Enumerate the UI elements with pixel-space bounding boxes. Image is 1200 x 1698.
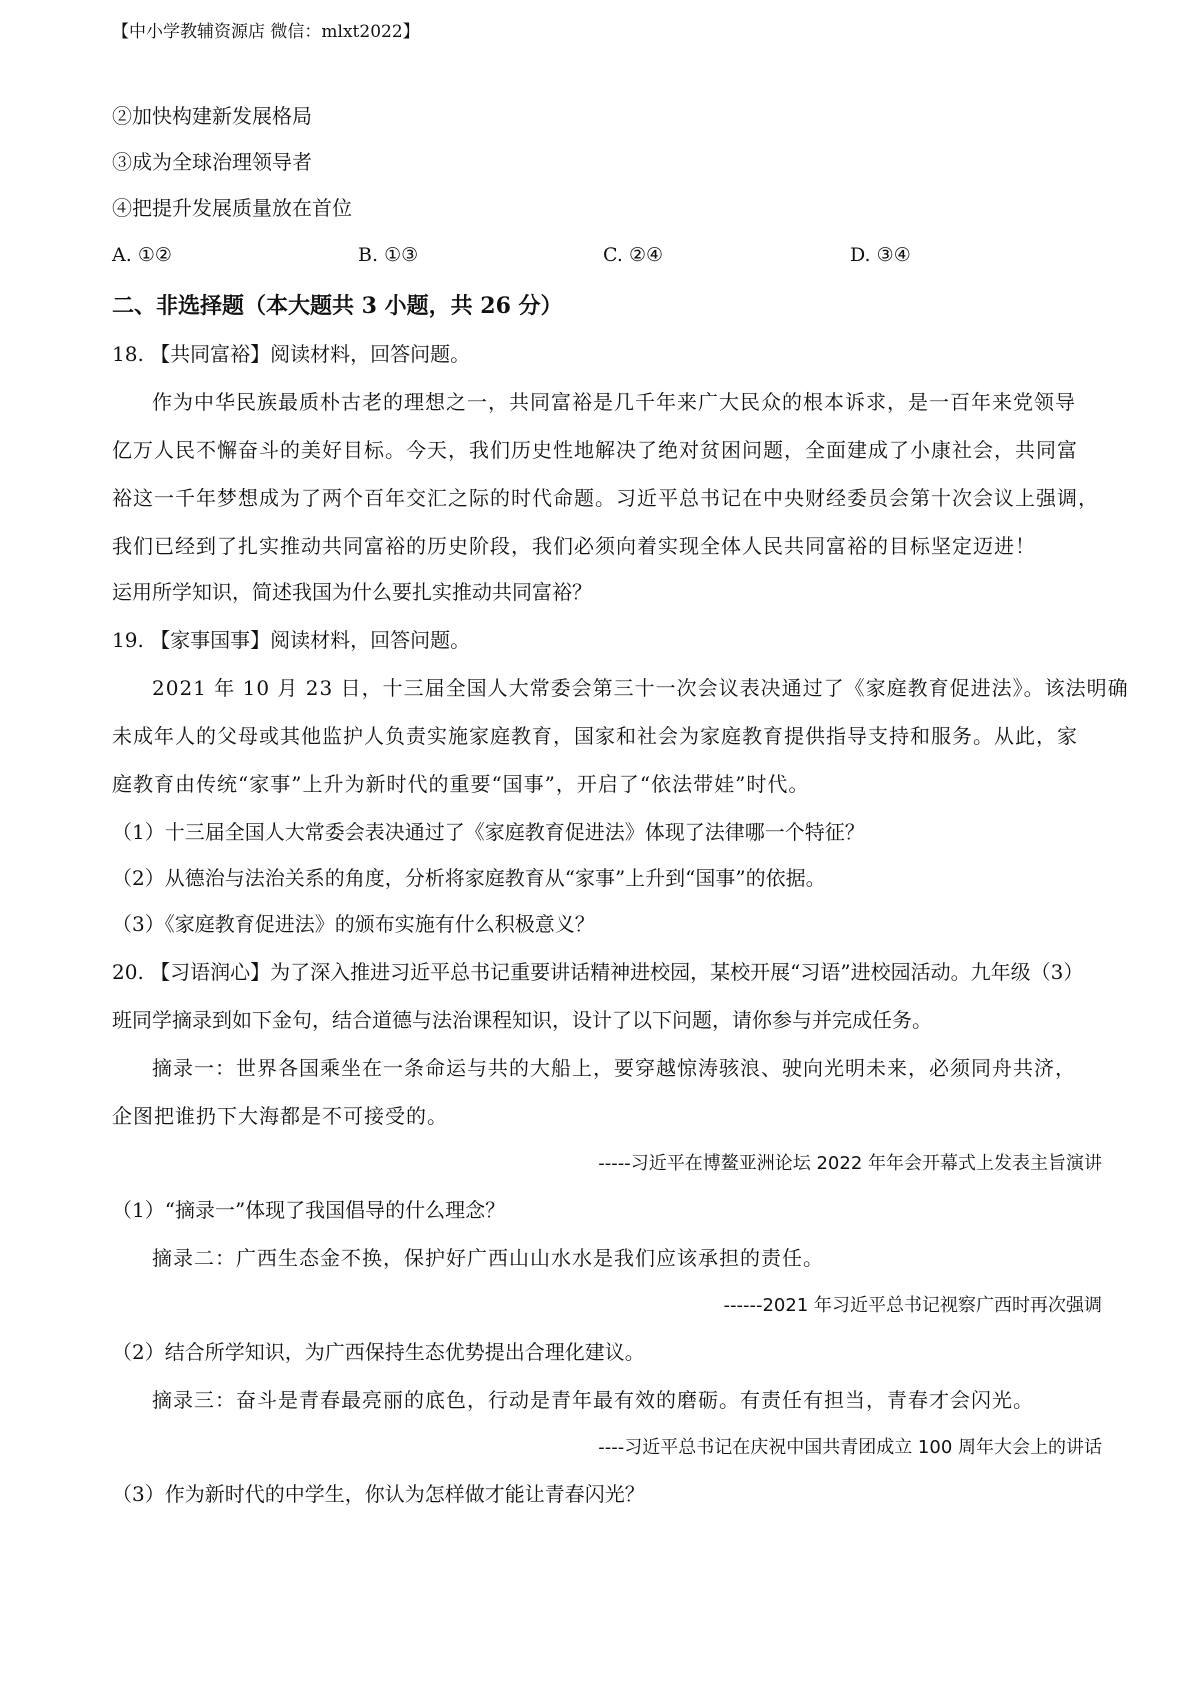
q18-material-line: 我们已经到了扎实推动共同富裕的历史阶段，我们必须向着实现全体人民共同富裕的目标坚定迈进！ [112, 534, 1036, 558]
option-letter: C. [603, 244, 623, 266]
q20-sub-question-1: （1）“摘录一”体现了我国倡导的什么理念？ [112, 1198, 506, 1222]
q18-title: 18. 【共同富裕】阅读材料，回答问题。 [112, 342, 471, 366]
q19-material-line: 未成年人的父母或其他监护人负责实施家庭教育，国家和社会为家庭教育提供指导支持和服务。从此，家 [112, 724, 1078, 748]
page-header: 【中小学教辅资源店 微信：mlxt2022】 [112, 22, 420, 42]
q20-excerpt-3: 摘录三：奋斗是青春最亮丽的底色，行动是青年最有效的磨砺。有责任有担当，青春才会闪光。 [152, 1388, 1034, 1412]
q17-item-3: ③成为全球治理领导者 [112, 150, 312, 174]
q20-sub-question-3: （3）作为新时代的中学生，你认为怎样做才能让青春闪光？ [112, 1482, 645, 1506]
q19-sub-question-1: （1）十三届全国人大常委会表决通过了《家庭教育促进法》体现了法律哪一个特征？ [112, 820, 865, 844]
option-letter: D. [850, 244, 871, 266]
q20-source-2: ------2021 年习近平总书记视察广西时再次强调 [723, 1295, 1102, 1316]
q20-intro-line: 20. 【习语润心】为了深入推进习近平总书记重要讲话精神进校园，某校开展“习语”进校园活动。九年级（3） [112, 960, 1084, 984]
q18-question: 运用所学知识，简述我国为什么要扎实推动共同富裕？ [112, 580, 592, 604]
q17-option-d [850, 244, 911, 266]
q19-material-line: 2021 年 10 月 23 日，十三届全国人大常委会第三十一次会议表决通过了《家庭教育促进法》。该法明确 [152, 676, 1129, 700]
q20-intro-line: 班同学摘录到如下金句，结合道德与法治课程知识，设计了以下问题，请你参与并完成任务。 [112, 1008, 932, 1032]
q20-excerpt-2: 摘录二：广西生态金不换，保护好广西山山水水是我们应该承担的责任。 [152, 1246, 824, 1270]
q17-option-c [603, 244, 663, 266]
option-text: ①② [137, 244, 172, 266]
section-title: 二、非选择题（本大题共 3 小题，共 26 分） [112, 293, 563, 319]
q20-source-1: -----习近平在博鳌亚洲论坛 2022 年年会开幕式上发表主旨演讲 [598, 1153, 1102, 1174]
q19-sub-question-2: （2）从德治与法治关系的角度，分析将家庭教育从“家事”上升到“国事”的依据。 [112, 866, 826, 890]
q20-sub-question-2: （2）结合所学知识，为广西保持生态优势提出合理化建议。 [112, 1340, 645, 1364]
option-text: ①③ [384, 244, 419, 266]
option-text: ②④ [628, 244, 664, 266]
option-letter: A. [112, 244, 132, 266]
option-letter: B. [358, 244, 379, 266]
q20-excerpt-1: 摘录一：世界各国乘坐在一条命运与共的大船上，要穿越惊涛骇浪、驶向光明未来，必须同舟共济， [152, 1056, 1076, 1080]
q17-option-b [358, 244, 418, 266]
q20-source-3: ----习近平总书记在庆祝中国共青团成立 100 周年大会上的讲话 [598, 1437, 1102, 1458]
q17-item-2: ②加快构建新发展格局 [112, 104, 312, 128]
q20-excerpt-1-cont: 企图把谁扔下大海都是不可接受的。 [112, 1104, 448, 1128]
q17-option-a [112, 244, 172, 266]
q19-material-line: 庭教育由传统“家事”上升为新时代的重要“国事”，开启了“依法带娃”时代。 [112, 772, 810, 796]
option-text: ③④ [876, 244, 911, 266]
q17-item-4: ④把提升发展质量放在首位 [112, 196, 352, 220]
q18-material-line: 裕这一千年梦想成为了两个百年交汇之际的时代命题。习近平总书记在中央财经委员会第十次会议上强调， [112, 486, 1099, 510]
q19-title: 19. 【家事国事】阅读材料，回答问题。 [112, 628, 471, 652]
q18-material-line: 亿万人民不懈奋斗的美好目标。今天，我们历史性地解决了绝对贫困问题，全面建成了小康社会，共同富 [112, 438, 1078, 462]
q19-sub-question-3: （3）《家庭教育促进法》的颁布实施有什么积极意义？ [112, 912, 595, 936]
q18-material-line: 作为中华民族最质朴古老的理想之一，共同富裕是几千年来广大民众的根本诉求，是一百年来党领导 [152, 390, 1076, 414]
